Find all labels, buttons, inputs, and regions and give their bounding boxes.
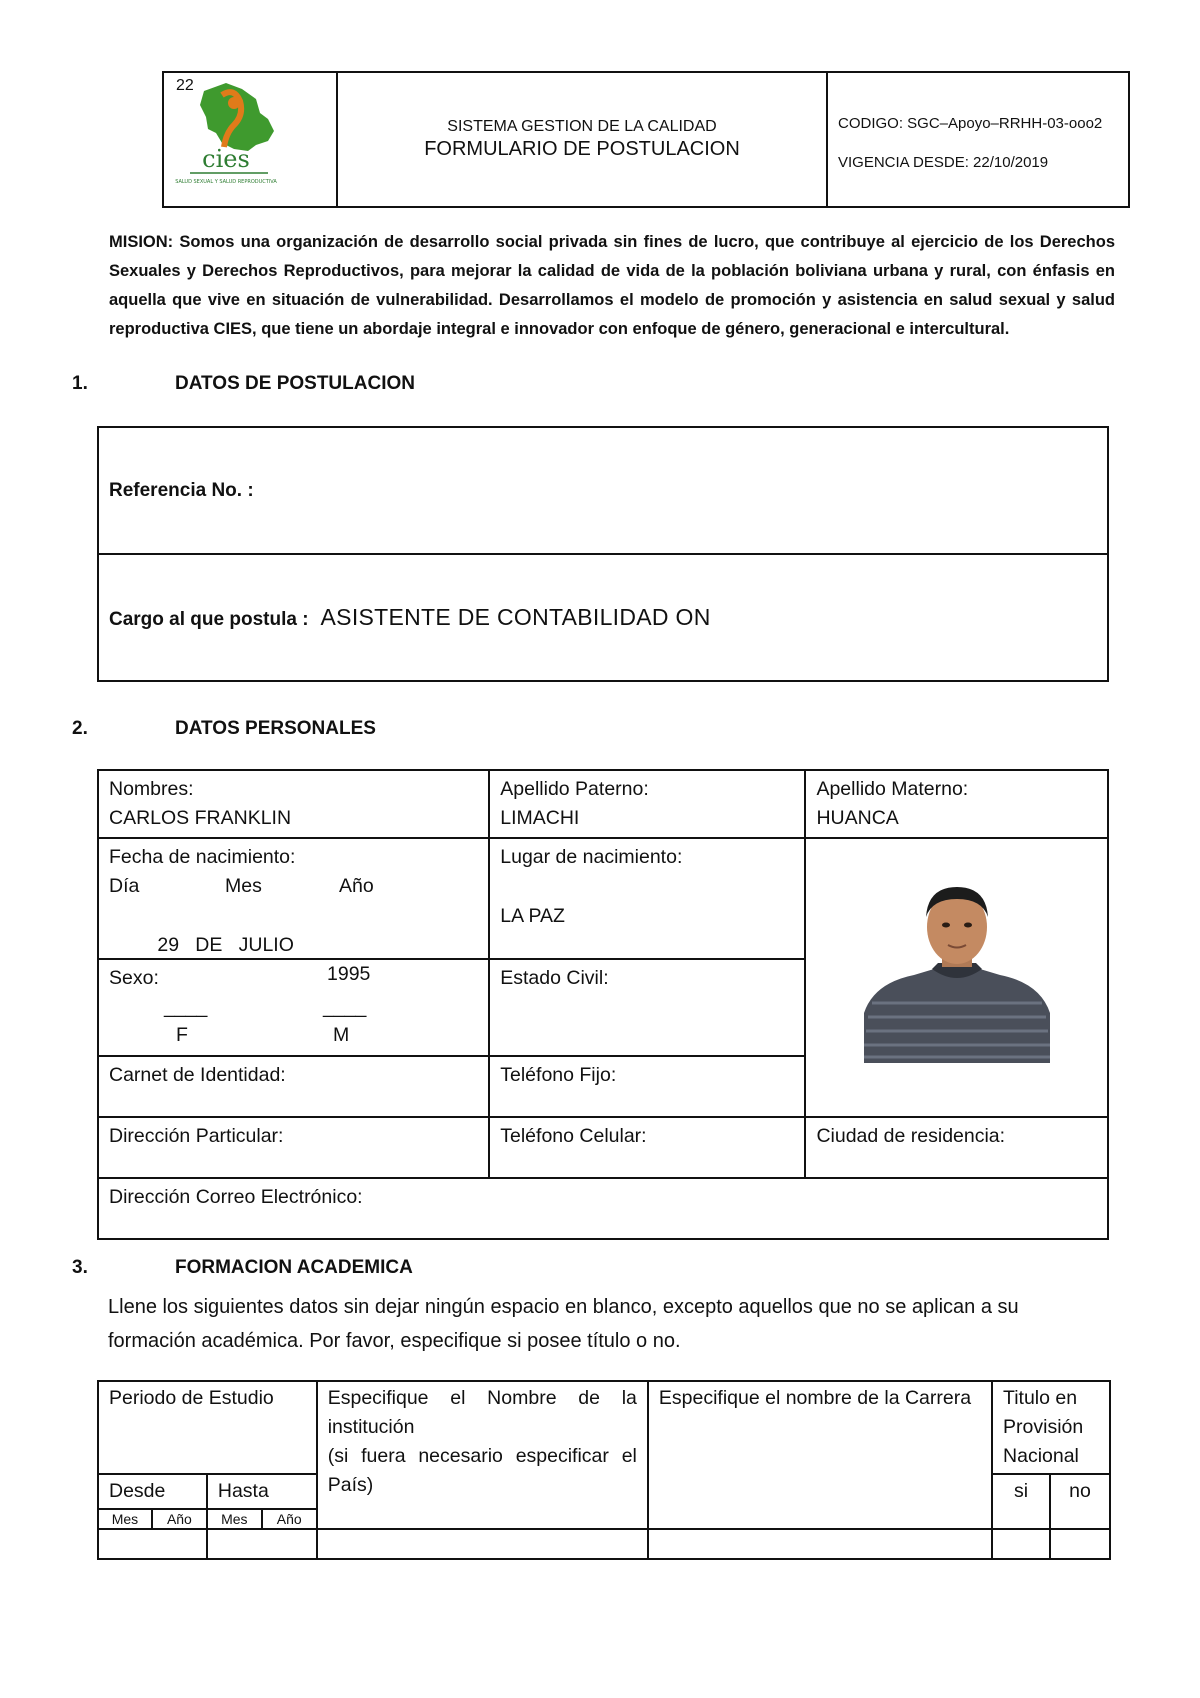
address-label: Dirección Particular: (109, 1125, 284, 1147)
from-header (98, 1474, 207, 1509)
to-input-cell[interactable] (207, 1529, 317, 1559)
from-input-cell[interactable] (98, 1529, 207, 1559)
maternal-surname-label: Apellido Materno: (816, 778, 969, 800)
academic-instructions: Llene los siguientes datos sin dejar ningún espacio en blanco, excepto aquellos que no se aplican a su formación académica. Por favor, especifique si posee título o no. (108, 1296, 1019, 1352)
section-1-title: DATOS DE POSTULACION (175, 373, 415, 394)
application-data-table (97, 426, 1109, 682)
logo-subtext: SALUD SEXUAL Y SALUD REPRODUCTIVA (175, 179, 277, 185)
birth-year-value: 1995 (327, 963, 371, 985)
validity-date: VIGENCIA DESDE: 22/10/2019 (838, 153, 1049, 171)
section-2-number: 2. (72, 718, 88, 739)
no-input-cell[interactable] (1050, 1529, 1110, 1559)
reference-label: Referencia No. : (109, 479, 254, 501)
system-title: SISTEMA GESTION DE LA CALIDAD (447, 118, 717, 135)
personal-data-table (97, 769, 1109, 1240)
mobile-label: Teléfono Celular: (500, 1125, 647, 1147)
sex-m-blank[interactable]: ____ (323, 996, 367, 1018)
from-month-header: Mes (98, 1509, 152, 1529)
no-label: no (1069, 1480, 1091, 1502)
applicant-photo (864, 883, 1050, 1063)
section-3-title: FORMACION ACADEMICA (175, 1257, 413, 1278)
period-header-label: Periodo de Estudio (109, 1387, 274, 1409)
from-year-header: Año (152, 1509, 207, 1529)
id-card-field[interactable] (98, 1056, 489, 1117)
form-code: CODIGO: SGC–Apoyo–RRHH-03-ooo2 (838, 114, 1103, 132)
no-header (1050, 1474, 1110, 1529)
paternal-surname-value: LIMACHI (500, 807, 580, 829)
birthdate-value: 29 DE JULIO (157, 934, 294, 956)
header-table (162, 71, 1130, 208)
mobile-field[interactable] (489, 1117, 805, 1178)
landline-label: Teléfono Fijo: (500, 1064, 617, 1086)
reference-field[interactable] (98, 427, 1108, 554)
title-header-label: Titulo en Provisión Nacional (1003, 1387, 1084, 1467)
month-label: Mes (225, 875, 262, 897)
sex-label: Sexo: (109, 967, 159, 989)
logo-wordmark: cies (202, 145, 250, 173)
birthplace-field[interactable] (489, 838, 805, 959)
institution-header-note: (si fuera necesario especificar el País) (327, 1445, 637, 1496)
sex-m-label: M (333, 1024, 350, 1046)
logo-cell (163, 72, 337, 207)
birthplace-value: LA PAZ (500, 905, 565, 927)
to-month-header: Mes (207, 1509, 262, 1529)
position-label: Cargo al que postula : (109, 609, 309, 630)
names-label: Nombres: (109, 778, 194, 800)
to-header (207, 1474, 317, 1509)
code-cell (827, 72, 1129, 207)
period-header (98, 1381, 317, 1474)
to-year-header: Año (262, 1509, 317, 1529)
section-3-number: 3. (72, 1257, 88, 1278)
names-value: CARLOS FRANKLIN (109, 807, 292, 829)
sex-f-blank[interactable]: ____ (164, 996, 208, 1018)
yes-label: si (1013, 1480, 1029, 1502)
career-header (648, 1381, 992, 1529)
figure-head (228, 97, 240, 109)
names-field[interactable] (98, 770, 489, 838)
paternal-surname-label: Apellido Paterno: (500, 778, 649, 800)
sex-f-label: F (176, 1024, 188, 1046)
id-card-label: Carnet de Identidad: (109, 1064, 286, 1086)
title-cell (337, 72, 827, 207)
landline-field[interactable] (489, 1056, 805, 1117)
email-field[interactable] (98, 1178, 1108, 1239)
title-header (992, 1381, 1110, 1474)
email-label: Dirección Correo Electrónico: (109, 1186, 363, 1208)
address-field[interactable] (98, 1117, 489, 1178)
mission-statement: MISION: Somos una organización de desarrollo social privada sin fines de lucro, que contribuye al ejercicio de los Derechos Sexuales y Derechos Reproductivos, para mejorar la calidad de vida de la población boliviana urbana y rural, con énfasis en aquella que vive en situación de vulnerabilidad. Desarrollamos el modelo de promoción y asistencia en salud sexual y salud reproductiva CIES, que tiene un abordaje integral e innovador con enfoque de género, generacional e intercultural. (109, 233, 1115, 338)
to-label: Hasta (217, 1480, 269, 1502)
maternal-surname-value: HUANCA (816, 807, 899, 829)
position-field[interactable] (98, 554, 1108, 681)
day-label: Día (109, 875, 140, 897)
institution-input-cell[interactable] (317, 1529, 648, 1559)
form-title: FORMULARIO DE POSTULACION (424, 138, 740, 160)
year-label: Año (339, 875, 374, 897)
yes-header (992, 1474, 1050, 1529)
yes-input-cell[interactable] (992, 1529, 1050, 1559)
career-input-cell[interactable] (648, 1529, 992, 1559)
institution-header (317, 1381, 648, 1529)
page-number: 22 (176, 77, 194, 94)
civil-status-label: Estado Civil: (500, 967, 609, 989)
city-field[interactable] (805, 1117, 1108, 1178)
photo-cell (805, 838, 1108, 1117)
civil-status-field[interactable] (489, 959, 805, 1056)
birthplace-label: Lugar de nacimiento: (500, 846, 683, 868)
position-value: ASISTENTE DE CONTABILIDAD ON (320, 604, 711, 630)
academic-table (97, 1380, 1111, 1560)
from-label: Desde (109, 1480, 166, 1502)
career-header-label: Especifique el nombre de la Carrera (658, 1387, 972, 1409)
section-2-title: DATOS PERSONALES (175, 718, 376, 739)
paternal-surname-field[interactable] (489, 770, 805, 838)
institution-header-label: Especifique el Nombre de la institución (327, 1387, 637, 1438)
section-1-number: 1. (72, 373, 88, 394)
birthdate-label: Fecha de nacimiento: (109, 846, 296, 868)
city-label: Ciudad de residencia: (816, 1125, 1006, 1147)
maternal-surname-field[interactable] (805, 770, 1108, 838)
